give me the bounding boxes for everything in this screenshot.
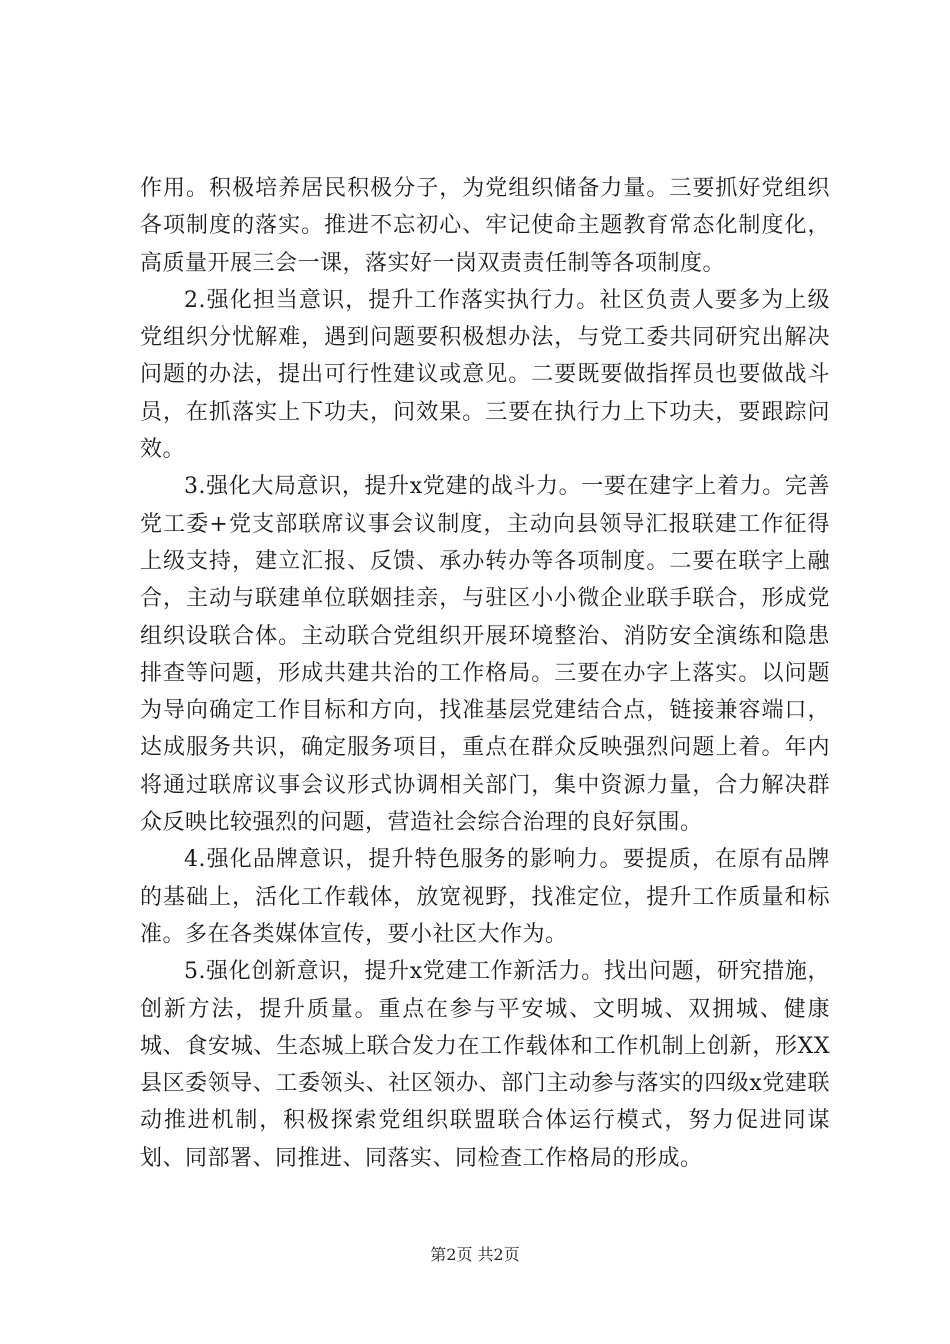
paragraph-item-2: 2.强化担当意识，提升工作落实执行力。社区负责人要多为上级党组织分忧解难，遇到问题要积极想办法，与党工委共同研究出解决问题的办法，提出可行性建议或意见。二要既要做指挥员也要做战斗员，在抓落实上下功夫，问效果。三要在执行力上下功夫，要跟踪问效。	[140, 287, 830, 463]
paragraph-item-3: 3.强化大局意识，提升x党建的战斗力。一要在建字上着力。完善党工委+党支部联席议事会议制度，主动向县领导汇报联建工作征得上级支持，建立汇报、反馈、承办转办等各项制度。二要在联字上融合，主动与联建单位联姻挂亲，与驻区小小微企业联手联合，形成党组织设联合体。主动联合党组织开展环境整治、消防安全演练和隐患排查等问题，形成共建共治的工作格局。三要在办字上落实。以问题为导向确定工作目标和方向，找准基层党建结合点，链接兼容端口，达成服务共识，确定服务项目，重点在群众反映强烈问题上着。年内将通过联席议事会议形式协调相关部门，集中资源力量，合力解决群众反映比较强烈的问题，营造社会综合治理的良好氛围。	[140, 474, 830, 836]
paragraph-item-4: 4.强化品牌意识，提升特色服务的影响力。要提质，在原有品牌的基础上，活化工作载体，放宽视野，找准定位，提升工作质量和标准。多在各类媒体宣传，要小社区大作为。	[140, 847, 830, 947]
paragraph-item-5: 5.强化创新意识，提升x党建工作新活力。找出问题，研究措施，创新方法，提升质量。重点在参与平安城、文明城、双拥城、健康城、食安城、生态城上联合发力在工作载体和工作机制上创新，形XX县区委领导、工委领头、社区领办、部门主动参与落实的四级x党建联动推进机制，积极探索党组织联盟联合体运行模式，努力促进同谋划、同部署、同推进、同落实、同检查工作格局的形成。	[140, 959, 830, 1171]
paragraph-continuation: 作用。积极培养居民积极分子，为党组织储备力量。三要抓好党组织各项制度的落实。推进不忘初心、牢记使命主题教育常态化制度化，高质量开展三会一课，落实好一岗双责责任制等各项制度。	[140, 176, 830, 276]
document-body	[140, 170, 830, 1177]
page-number-footer: 第2页 共2页	[430, 1245, 520, 1264]
